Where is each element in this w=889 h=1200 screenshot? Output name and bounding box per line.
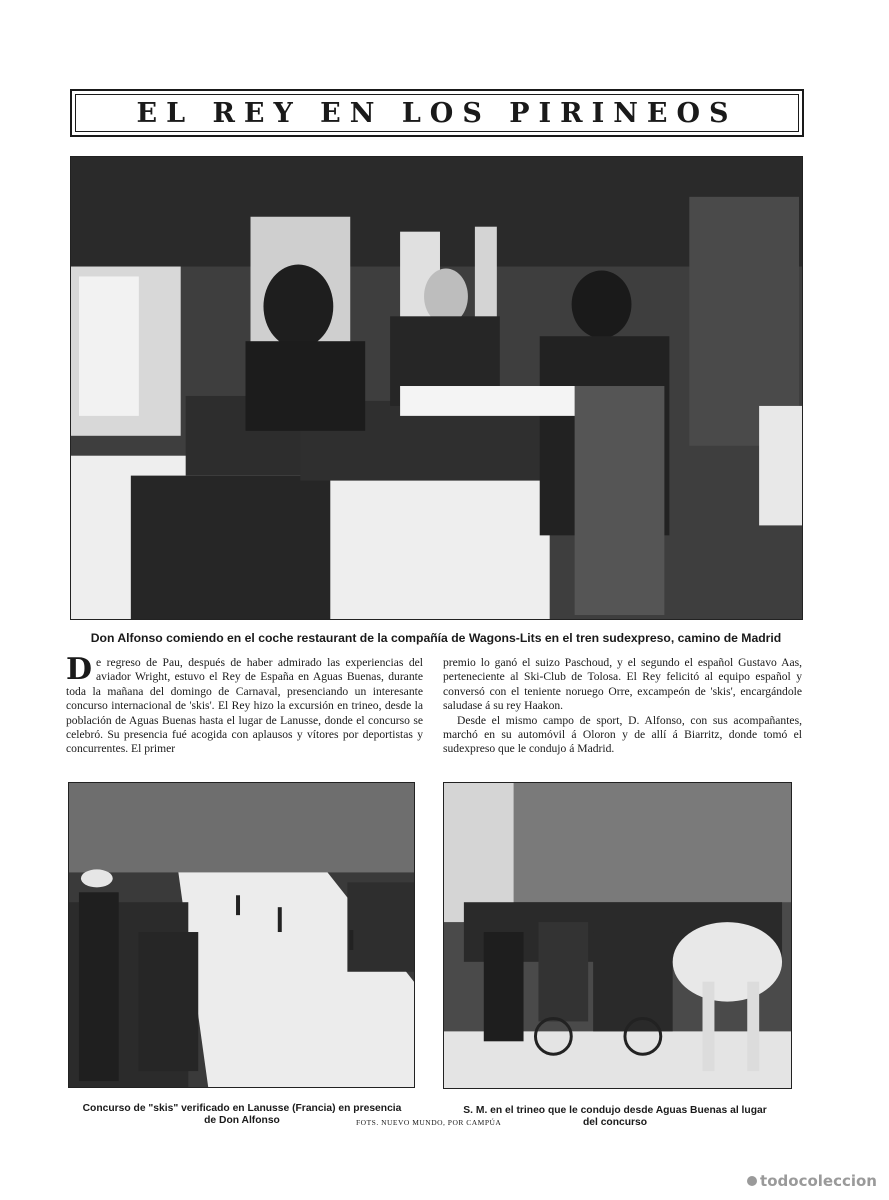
ski-caption-line1: Concurso de "skis" verificado en Lanusse (Francia) en presencia: [82, 1103, 402, 1114]
page-title: EL REY EN LOS PIRINEOS: [136, 97, 738, 129]
article-column-2: [443, 656, 802, 796]
drop-cap: D: [66, 652, 93, 687]
sleigh-image: [444, 783, 791, 1088]
sleigh-caption-line1: S. M. en el trineo que le condujo desde Aguas Buenas al lugar: [463, 1105, 767, 1116]
photo-credit: FOTS. NUEVO MUNDO, POR CAMPÚA: [356, 1118, 502, 1127]
watermark-text: todocoleccion: [760, 1172, 877, 1190]
sleigh-photo: [443, 782, 792, 1089]
main-photo-caption: Don Alfonso comiendo en el coche restaurant de la compañía de Wagons-Lits en el tren sudexpreso, camino de Madrid: [90, 631, 782, 645]
sleigh-caption: [437, 1105, 793, 1129]
article-text-col2-p2: Desde el mismo campo de sport, D. Alfonso, con sus acompañantes, marchó en su automóvil á Oloron y de allí á Biarritz, donde tomó el sudexpreso que le condujo á Madrid.: [443, 713, 802, 756]
title-frame: [70, 89, 804, 137]
ski-contest-photo: [68, 782, 415, 1088]
dining-car-image: [71, 157, 802, 619]
watermark: [747, 1172, 877, 1190]
article-column-1: [66, 652, 423, 796]
article-text-col1: e regreso de Pau, después de haber admirado las experiencias del aviador Wright, estuvo el Rey de España en Aguas Buenas, durante toda la mañana del domingo de Carnaval, presenciando un interesante concurso internacional de 'skis'. El Rey hizo la excursión en trineo, desde la población de Aguas Buenas hasta el lugar de Lanusse, donde el concurso se celebró. Su presencia fué acogida con aplausos y vítores por deportistas y concurrentes. El primer: [66, 656, 423, 756]
dining-car-photo: [70, 156, 803, 620]
ski-contest-image: [69, 783, 414, 1087]
watermark-icon: [747, 1176, 757, 1186]
sleigh-caption-line2: del concurso: [582, 1117, 648, 1128]
ski-caption-line2: de Don Alfonso: [204, 1115, 280, 1126]
article-text-col2-p1: premio lo ganó el suizo Paschoud, y el segundo el español Gustavo Aas, perteneciente al Ski-Club de Tolosa. El Rey felicitó al equipo español y conversó con el teniente noruego Orre, excampeón de 'skis', encargándole saludase á su rey Haakon.: [443, 656, 802, 713]
